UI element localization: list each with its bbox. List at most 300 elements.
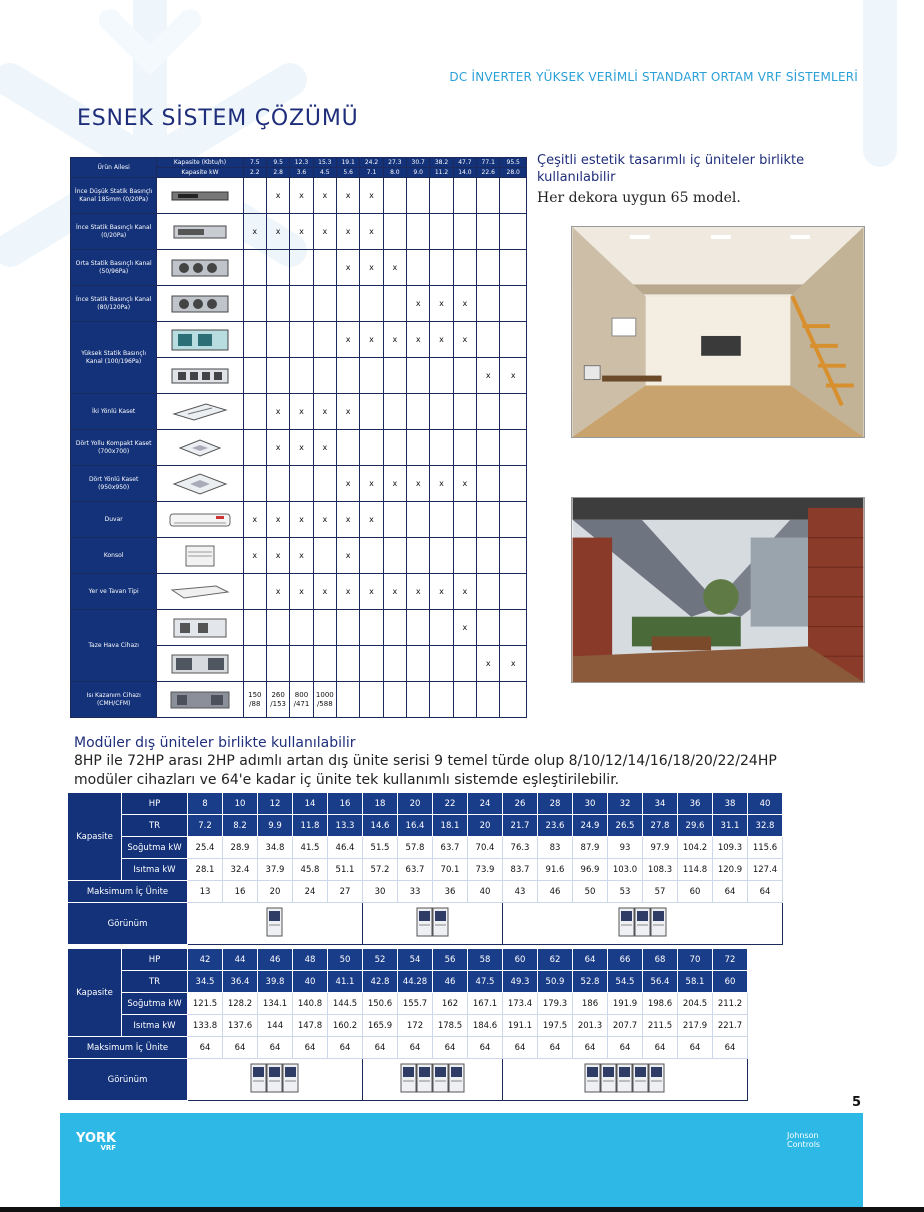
value-cell: 64 — [748, 881, 783, 903]
family-label: İnce Statik Basınçlı Kanal (0/20Pa) — [71, 214, 157, 250]
compatibility-mark — [337, 286, 360, 322]
kw-value: 11.2 — [430, 168, 453, 178]
btu-value: 95.5 — [500, 158, 527, 168]
compatibility-mark — [453, 178, 476, 214]
compatibility-mark — [430, 178, 453, 214]
value-cell: 40 — [293, 971, 328, 993]
value-cell: 58.1 — [678, 971, 713, 993]
value-cell: 64 — [433, 1037, 468, 1059]
compatibility-mark — [243, 250, 266, 286]
value-cell: 184.6 — [468, 1015, 503, 1037]
compatibility-mark — [313, 538, 336, 574]
compatibility-mark: x — [313, 214, 336, 250]
compatibility-mark — [430, 394, 453, 430]
compatibility-mark — [243, 574, 266, 610]
compatibility-mark: x — [383, 574, 406, 610]
capacity-label: Kapasite — [68, 949, 122, 1037]
indoor-unit-icon — [168, 184, 232, 208]
value-cell: 191.9 — [608, 993, 643, 1015]
compatibility-mark — [243, 178, 266, 214]
value-cell: 160.2 — [328, 1015, 363, 1037]
compatibility-mark — [383, 538, 406, 574]
value-cell: 54 — [398, 949, 433, 971]
capacity-kw-header: Kapasite kW — [157, 168, 243, 178]
value-cell: 26 — [503, 793, 538, 815]
compatibility-mark: x — [313, 502, 336, 538]
indoor-row — [71, 322, 527, 358]
value-cell: 30 — [573, 793, 608, 815]
indoor-units-caption — [537, 152, 817, 208]
value-cell: 96.9 — [573, 859, 608, 881]
value-cell: 8 — [188, 793, 223, 815]
value-cell: 60 — [503, 949, 538, 971]
kw-value: 2.2 — [243, 168, 266, 178]
value-cell: 167.1 — [468, 993, 503, 1015]
value-cell: 155.7 — [398, 993, 433, 1015]
capacity-label: Kapasite — [68, 793, 122, 881]
value-cell: 32 — [608, 793, 643, 815]
compatibility-mark — [407, 646, 430, 682]
compatibility-mark — [477, 286, 500, 322]
unit-image — [157, 394, 243, 430]
compatibility-mark — [360, 286, 383, 322]
value-cell: 31.1 — [713, 815, 748, 837]
compatibility-mark — [453, 214, 476, 250]
value-cell: 70.1 — [433, 859, 468, 881]
family-label: Isı Kazanım Cihazı (CMH/CFM) — [71, 682, 157, 718]
value-cell: 60 — [678, 881, 713, 903]
hrv-value: 800 /471 — [290, 682, 313, 718]
value-cell: 179.3 — [538, 993, 573, 1015]
value-cell: 28.1 — [188, 859, 223, 881]
btu-value: 19.1 — [337, 158, 360, 168]
compatibility-mark: x — [266, 430, 289, 466]
family-label: Yüksek Statik Basınçlı Kanal (100/196Pa) — [71, 322, 157, 394]
compatibility-mark — [383, 178, 406, 214]
compatibility-mark: x — [243, 214, 266, 250]
value-cell: 172 — [398, 1015, 433, 1037]
compatibility-mark — [313, 322, 336, 358]
value-cell: 34.8 — [258, 837, 293, 859]
family-label: Dört Yollu Kompakt Kaset (700x700) — [71, 430, 157, 466]
unit-image — [157, 466, 243, 502]
value-cell: 127.4 — [748, 859, 783, 881]
compatibility-mark — [266, 610, 289, 646]
johnson-controls-logo — [787, 1131, 849, 1149]
photo-loft-interior — [571, 226, 865, 438]
value-cell: 13.3 — [328, 815, 363, 837]
value-cell: 150.6 — [363, 993, 398, 1015]
outdoor-row-tr — [68, 971, 748, 993]
value-cell: 66 — [608, 949, 643, 971]
compatibility-mark — [290, 466, 313, 502]
value-cell: 18 — [363, 793, 398, 815]
kw-value: 3.6 — [290, 168, 313, 178]
value-cell: 109.3 — [713, 837, 748, 859]
value-cell: 120.9 — [713, 859, 748, 881]
compatibility-mark — [407, 178, 430, 214]
outdoor-units-table-2 — [67, 948, 748, 1101]
indoor-unit-icon — [168, 220, 232, 244]
compatibility-mark: x — [477, 646, 500, 682]
outdoor-unit-image — [188, 903, 363, 945]
value-cell: 64 — [293, 1037, 328, 1059]
compatibility-mark — [500, 538, 527, 574]
indoor-unit-icon — [168, 652, 232, 676]
outdoor-unit-icon — [248, 1061, 302, 1095]
kw-value: 14.0 — [453, 168, 476, 178]
family-label: Dört Yönlü Kaset (950x950) — [71, 466, 157, 502]
value-cell: 22 — [433, 793, 468, 815]
compatibility-mark — [500, 610, 527, 646]
kw-value: 4.5 — [313, 168, 336, 178]
value-cell: 16 — [328, 793, 363, 815]
row-label-hp: HP — [122, 793, 188, 815]
value-cell: 64 — [713, 881, 748, 903]
outdoor-row-heating — [68, 859, 783, 881]
compatibility-mark — [360, 430, 383, 466]
compatibility-mark: x — [337, 178, 360, 214]
value-cell: 108.3 — [643, 859, 678, 881]
value-cell: 63.7 — [433, 837, 468, 859]
compatibility-mark: x — [430, 574, 453, 610]
compatibility-mark: x — [407, 466, 430, 502]
partner-line-2: Controls — [787, 1140, 821, 1149]
compatibility-mark — [500, 394, 527, 430]
value-cell: 64 — [258, 1037, 293, 1059]
kw-value: 28.0 — [500, 168, 527, 178]
compatibility-mark: x — [313, 178, 336, 214]
value-cell: 52.8 — [573, 971, 608, 993]
value-cell: 32.8 — [748, 815, 783, 837]
value-cell: 137.6 — [223, 1015, 258, 1037]
compatibility-mark — [407, 250, 430, 286]
compatibility-mark — [313, 250, 336, 286]
value-cell: 26.5 — [608, 815, 643, 837]
compatibility-mark — [290, 358, 313, 394]
value-cell: 8.2 — [223, 815, 258, 837]
compatibility-mark: x — [360, 574, 383, 610]
value-cell: 140.8 — [293, 993, 328, 1015]
value-cell: 64 — [608, 1037, 643, 1059]
value-cell: 162 — [433, 993, 468, 1015]
value-cell: 63.7 — [398, 859, 433, 881]
compatibility-mark: x — [453, 286, 476, 322]
compatibility-mark — [430, 358, 453, 394]
value-cell: 221.7 — [713, 1015, 748, 1037]
value-cell: 201.3 — [573, 1015, 608, 1037]
value-cell: 207.7 — [608, 1015, 643, 1037]
outdoor-row-cooling — [68, 993, 748, 1015]
compatibility-mark: x — [383, 322, 406, 358]
kw-value: 8.0 — [383, 168, 406, 178]
unit-image — [157, 214, 243, 250]
compatibility-mark — [407, 394, 430, 430]
compatibility-mark — [407, 358, 430, 394]
compatibility-mark — [453, 646, 476, 682]
value-cell: 23.6 — [538, 815, 573, 837]
indoor-units-table — [70, 157, 527, 718]
value-cell: 40 — [748, 793, 783, 815]
value-cell: 42.8 — [363, 971, 398, 993]
compatibility-mark — [500, 574, 527, 610]
value-cell: 29.6 — [678, 815, 713, 837]
indoor-unit-icon — [168, 400, 232, 424]
btu-value: 9.5 — [266, 158, 289, 168]
compatibility-mark — [383, 214, 406, 250]
compatibility-mark: x — [337, 538, 360, 574]
compatibility-mark — [477, 502, 500, 538]
hrv-value: 1000 /588 — [313, 682, 336, 718]
value-cell: 91.6 — [538, 859, 573, 881]
compatibility-mark — [313, 466, 336, 502]
outdoor-row-tr — [68, 815, 783, 837]
outdoor-unit-icon — [398, 1061, 468, 1095]
indoor-unit-icon — [168, 508, 232, 532]
compatibility-mark — [313, 286, 336, 322]
indoor-row — [71, 286, 527, 322]
compatibility-mark: x — [290, 502, 313, 538]
outdoor-row-appearance — [68, 1059, 748, 1101]
compatibility-mark — [243, 394, 266, 430]
value-cell: 43 — [503, 881, 538, 903]
unit-image — [157, 286, 243, 322]
value-cell: 20 — [398, 793, 433, 815]
compatibility-mark: x — [290, 430, 313, 466]
value-cell: 36 — [433, 881, 468, 903]
compatibility-mark — [360, 646, 383, 682]
compatibility-mark — [430, 610, 453, 646]
value-cell: 64 — [188, 1037, 223, 1059]
kw-value: 7.1 — [360, 168, 383, 178]
outdoor-unit-image — [363, 903, 503, 945]
value-cell: 48 — [293, 949, 328, 971]
hrv-value: 260 /153 — [266, 682, 289, 718]
compatibility-mark — [383, 358, 406, 394]
value-cell: 64 — [713, 1037, 748, 1059]
compatibility-mark — [290, 250, 313, 286]
compatibility-mark — [500, 286, 527, 322]
compatibility-mark: x — [407, 574, 430, 610]
value-cell: 211.2 — [713, 993, 748, 1015]
indoor-row — [71, 178, 527, 214]
york-logo — [76, 1131, 116, 1152]
compatibility-mark: x — [337, 214, 360, 250]
compatibility-mark — [430, 430, 453, 466]
value-cell: 128.2 — [223, 993, 258, 1015]
compatibility-mark — [313, 646, 336, 682]
value-cell: 36 — [678, 793, 713, 815]
compatibility-mark — [383, 286, 406, 322]
compatibility-mark — [337, 610, 360, 646]
value-cell: 83 — [538, 837, 573, 859]
compatibility-mark: x — [453, 466, 476, 502]
value-cell: 33 — [398, 881, 433, 903]
family-label: İnce Statik Basınçlı Kanal (80/120Pa) — [71, 286, 157, 322]
max-indoor-label: Maksimum İç Ünite — [68, 1037, 188, 1059]
value-cell: 83.7 — [503, 859, 538, 881]
value-cell: 133.8 — [188, 1015, 223, 1037]
compatibility-mark — [266, 250, 289, 286]
btu-value: 12.3 — [290, 158, 313, 168]
compatibility-mark — [360, 538, 383, 574]
indoor-unit-icon — [168, 616, 232, 640]
value-cell: 44.28 — [398, 971, 433, 993]
compatibility-mark: x — [500, 646, 527, 682]
value-cell: 18.1 — [433, 815, 468, 837]
compatibility-mark — [383, 610, 406, 646]
unit-image — [157, 646, 243, 682]
value-cell: 56 — [433, 949, 468, 971]
btu-value: 27.3 — [383, 158, 406, 168]
value-cell: 57.8 — [398, 837, 433, 859]
indoor-unit-icon — [168, 364, 232, 388]
compatibility-mark: x — [243, 502, 266, 538]
unit-image — [157, 574, 243, 610]
value-cell: 103.0 — [608, 859, 643, 881]
value-cell: 144.5 — [328, 993, 363, 1015]
indoor-row — [71, 466, 527, 502]
compatibility-mark: x — [290, 394, 313, 430]
modular-heading: Modüler dış üniteler birlikte kullanılabilir — [74, 735, 356, 751]
compatibility-mark — [243, 466, 266, 502]
value-cell: 50 — [573, 881, 608, 903]
value-cell: 178.5 — [433, 1015, 468, 1037]
outdoor-row-heating — [68, 1015, 748, 1037]
kw-value: 5.6 — [337, 168, 360, 178]
value-cell: 191.1 — [503, 1015, 538, 1037]
compatibility-mark — [360, 394, 383, 430]
indoor-unit-icon — [168, 436, 232, 460]
unit-image — [157, 250, 243, 286]
kw-value: 2.8 — [266, 168, 289, 178]
compatibility-mark — [500, 250, 527, 286]
value-cell: 64 — [538, 1037, 573, 1059]
unit-image — [157, 610, 243, 646]
compatibility-mark: x — [290, 538, 313, 574]
outdoor-unit-image — [363, 1059, 503, 1101]
value-cell: 144 — [258, 1015, 293, 1037]
family-label: Orta Statik Basınçlı Kanal (50/96Pa) — [71, 250, 157, 286]
compatibility-mark: x — [313, 430, 336, 466]
value-cell: 64 — [503, 1037, 538, 1059]
compatibility-mark — [500, 178, 527, 214]
compatibility-mark: x — [407, 322, 430, 358]
value-cell: 30 — [363, 881, 398, 903]
btu-value: 38.2 — [430, 158, 453, 168]
capacity-btu-header: Kapasite (Kbtu/h) — [157, 158, 243, 168]
indoor-row — [71, 502, 527, 538]
indoor-row — [71, 574, 527, 610]
value-cell: 49.3 — [503, 971, 538, 993]
compatibility-mark: x — [383, 250, 406, 286]
value-cell: 47.5 — [468, 971, 503, 993]
compatibility-mark — [407, 214, 430, 250]
compatibility-mark — [477, 574, 500, 610]
compatibility-mark — [477, 466, 500, 502]
compatibility-mark — [243, 286, 266, 322]
outdoor-unit-icon — [414, 905, 452, 939]
modular-description: 8HP ile 72HP arası 2HP adımlı artan dış ünite serisi 9 temel türde olup 8/10/12/14/16/18/20/22/24HP modüler cihazları ve 64'e kadar iç ünite tek kullanımlı sistemde eşleştirilebilir. — [74, 753, 777, 788]
compatibility-mark: x — [290, 574, 313, 610]
value-cell: 60 — [713, 971, 748, 993]
compatibility-mark — [407, 610, 430, 646]
compatibility-mark: x — [430, 322, 453, 358]
compatibility-mark: x — [266, 214, 289, 250]
value-cell: 211.5 — [643, 1015, 678, 1037]
brand-sub: VRF — [100, 1144, 117, 1152]
value-cell: 134.1 — [258, 993, 293, 1015]
value-cell: 57.2 — [363, 859, 398, 881]
value-cell: 186 — [573, 993, 608, 1015]
value-cell: 20 — [258, 881, 293, 903]
value-cell: 93 — [608, 837, 643, 859]
compatibility-mark — [383, 394, 406, 430]
value-cell: 10 — [223, 793, 258, 815]
value-cell: 14.6 — [363, 815, 398, 837]
value-cell: 24.9 — [573, 815, 608, 837]
row-label-heating: Isıtma kW — [122, 859, 188, 881]
value-cell: 64 — [573, 949, 608, 971]
value-cell: 14 — [293, 793, 328, 815]
value-cell: 72 — [713, 949, 748, 971]
compatibility-mark: x — [453, 610, 476, 646]
outdoor-row-max-indoor — [68, 1037, 748, 1059]
value-cell: 13 — [188, 881, 223, 903]
outdoor-unit-image — [503, 903, 783, 945]
value-cell: 27 — [328, 881, 363, 903]
value-cell: 165.9 — [363, 1015, 398, 1037]
compatibility-mark — [430, 214, 453, 250]
value-cell: 50.9 — [538, 971, 573, 993]
indoor-unit-icon — [168, 256, 232, 280]
value-cell: 25.4 — [188, 837, 223, 859]
compatibility-mark: x — [383, 466, 406, 502]
value-cell: 24 — [468, 793, 503, 815]
compatibility-mark — [266, 286, 289, 322]
compatibility-mark: x — [500, 358, 527, 394]
compatibility-mark — [500, 214, 527, 250]
value-cell: 41.5 — [293, 837, 328, 859]
value-cell: 173.4 — [503, 993, 538, 1015]
compatibility-mark — [290, 322, 313, 358]
compatibility-mark: x — [337, 250, 360, 286]
compatibility-mark — [477, 394, 500, 430]
compatibility-mark: x — [290, 214, 313, 250]
partner-line-1: Johnson — [787, 1131, 819, 1140]
outdoor-units-table-1 — [67, 792, 783, 945]
value-cell: 16.4 — [398, 815, 433, 837]
family-label: Duvar — [71, 502, 157, 538]
indoor-row — [71, 610, 527, 646]
page-number: 5 — [852, 1095, 862, 1110]
compatibility-mark: x — [337, 394, 360, 430]
unit-image-hrv — [157, 682, 243, 718]
family-label: İki Yönlü Kaset — [71, 394, 157, 430]
kw-value: 9.0 — [407, 168, 430, 178]
compatibility-mark: x — [407, 286, 430, 322]
value-cell: 53 — [608, 881, 643, 903]
value-cell: 64 — [468, 1037, 503, 1059]
indoor-unit-icon — [168, 544, 232, 568]
value-cell: 34.5 — [188, 971, 223, 993]
value-cell: 52 — [363, 949, 398, 971]
value-cell: 198.6 — [643, 993, 678, 1015]
value-cell: 40 — [468, 881, 503, 903]
compatibility-mark — [290, 286, 313, 322]
family-label: Yer ve Tavan Tipi — [71, 574, 157, 610]
compatibility-mark — [500, 466, 527, 502]
